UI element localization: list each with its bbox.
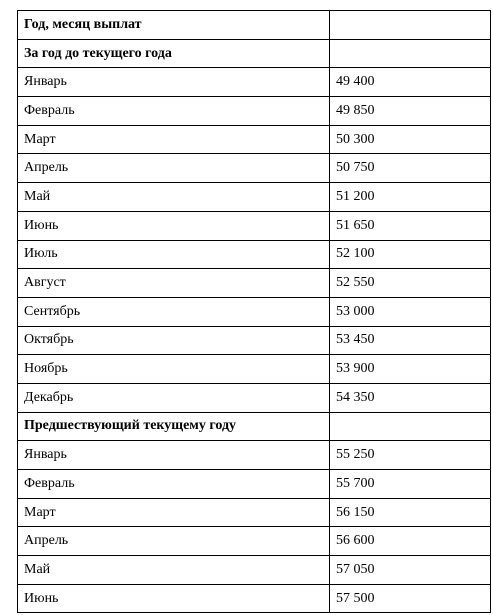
section-title-row <box>18 39 491 68</box>
table-row <box>18 527 491 556</box>
table-row <box>18 269 491 298</box>
amount-cell: 53 900 <box>330 355 491 384</box>
amount-cell: 50 300 <box>330 125 491 154</box>
amount-cell: 56 150 <box>330 498 491 527</box>
table-row <box>18 584 491 613</box>
table-row <box>18 498 491 527</box>
month-cell: Октябрь <box>18 326 330 355</box>
amount-cell: 54 350 <box>330 383 491 412</box>
month-cell: Январь <box>18 441 330 470</box>
table-row <box>18 326 491 355</box>
month-cell: Июнь <box>18 584 330 613</box>
section-title-cell: За год до текущего года <box>18 39 330 68</box>
table-row <box>18 125 491 154</box>
table-row <box>18 240 491 269</box>
amount-cell: 49 850 <box>330 97 491 126</box>
month-cell: Апрель <box>18 527 330 556</box>
payments-table-body <box>18 11 491 613</box>
amount-cell: 57 500 <box>330 584 491 613</box>
table-row <box>18 183 491 212</box>
amount-cell: 50 750 <box>330 154 491 183</box>
table-row <box>18 97 491 126</box>
table-row <box>18 383 491 412</box>
section-title-empty-cell <box>330 39 491 68</box>
table-row <box>18 441 491 470</box>
table-row <box>18 556 491 585</box>
table-row <box>18 154 491 183</box>
month-cell: Февраль <box>18 470 330 499</box>
table-header-row <box>18 11 491 40</box>
table-row <box>18 297 491 326</box>
section-title-row <box>18 412 491 441</box>
payments-table <box>17 10 491 613</box>
month-cell: Февраль <box>18 97 330 126</box>
month-cell: Март <box>18 125 330 154</box>
month-cell: Январь <box>18 68 330 97</box>
table-row <box>18 355 491 384</box>
month-cell: Июнь <box>18 211 330 240</box>
month-cell: Август <box>18 269 330 298</box>
month-cell: Май <box>18 556 330 585</box>
month-cell: Апрель <box>18 154 330 183</box>
amount-cell: 52 550 <box>330 269 491 298</box>
amount-cell: 55 250 <box>330 441 491 470</box>
amount-cell: 56 600 <box>330 527 491 556</box>
header-label-cell: Год, месяц выплат <box>18 11 330 40</box>
amount-cell: 51 200 <box>330 183 491 212</box>
amount-cell: 53 450 <box>330 326 491 355</box>
month-cell: Июль <box>18 240 330 269</box>
amount-cell: 51 650 <box>330 211 491 240</box>
amount-cell: 52 100 <box>330 240 491 269</box>
table-row <box>18 211 491 240</box>
month-cell: Декабрь <box>18 383 330 412</box>
table-row <box>18 68 491 97</box>
amount-cell: 49 400 <box>330 68 491 97</box>
amount-cell: 55 700 <box>330 470 491 499</box>
section-title-cell: Предшествующий текущему году <box>18 412 330 441</box>
header-value-cell <box>330 11 491 40</box>
section-title-empty-cell <box>330 412 491 441</box>
month-cell: Март <box>18 498 330 527</box>
month-cell: Ноябрь <box>18 355 330 384</box>
month-cell: Май <box>18 183 330 212</box>
amount-cell: 57 050 <box>330 556 491 585</box>
month-cell: Сентябрь <box>18 297 330 326</box>
table-row <box>18 470 491 499</box>
amount-cell: 53 000 <box>330 297 491 326</box>
